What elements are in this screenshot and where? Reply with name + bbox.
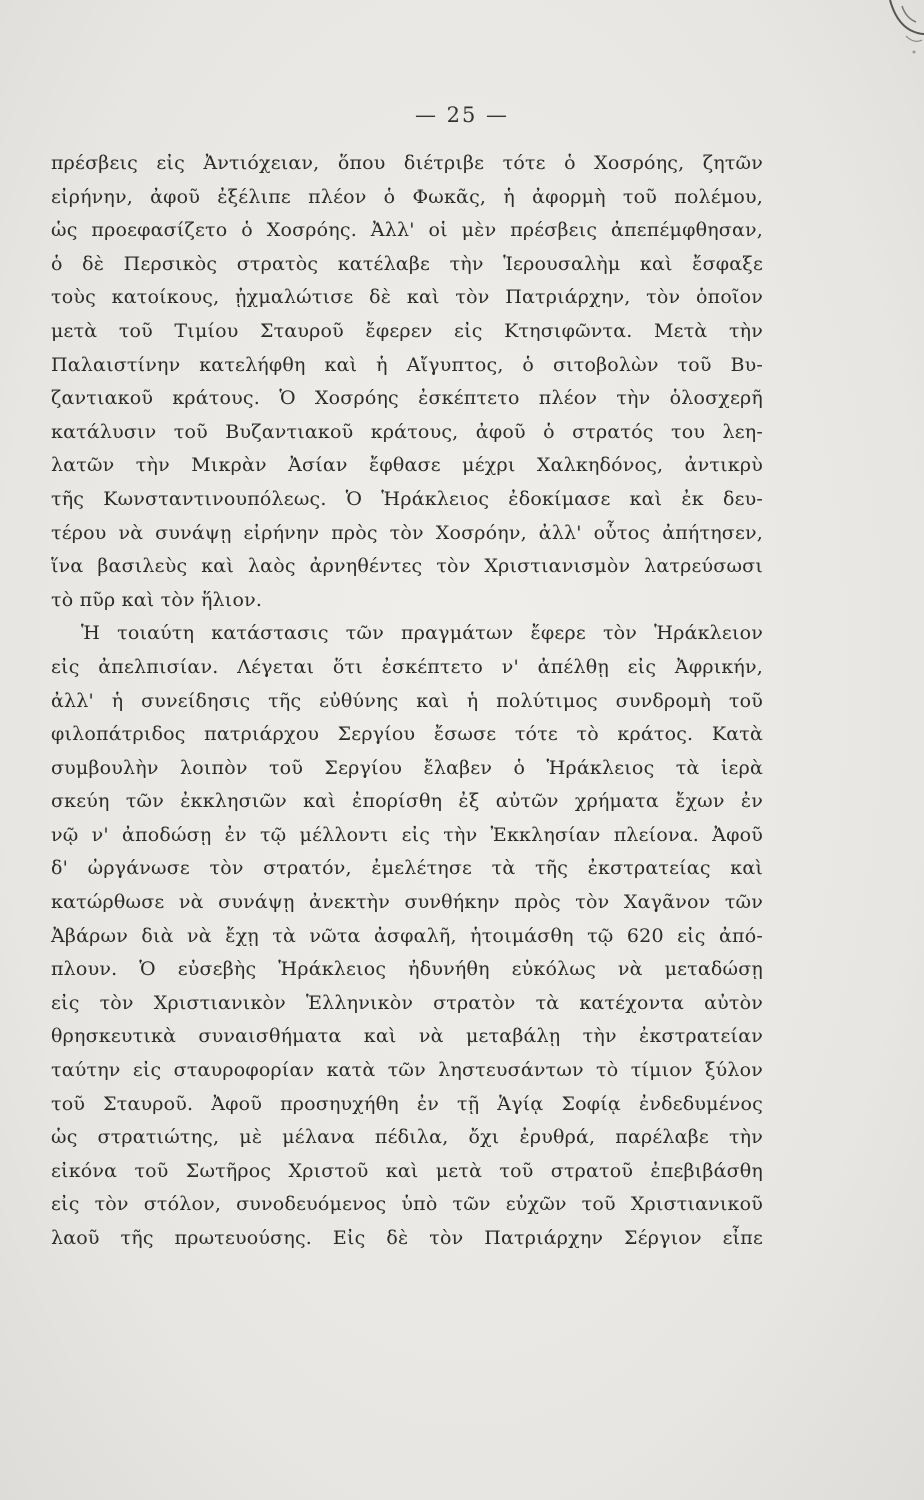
- text-line: δ' ὠργάνωσε τὸν στρατόν, ἐμελέτησε τὰ τῆς ἐκστρατείας καὶ: [51, 857, 763, 880]
- text-line: λαοῦ τῆς πρωτευούσης. Εἰς δὲ τὸν Πατριάρχην Σέργιον εἶπε: [51, 1227, 763, 1249]
- text-line: εἰκόνα τοῦ Σωτῆρος Χριστοῦ καὶ μετὰ τοῦ στρατοῦ ἐπεβιβάσθη: [51, 1159, 763, 1182]
- text-line: εἰς τὸν Χριστιανικὸν Ἑλληνικὸν στρατὸν τὰ κατέχοντα αὐτὸν: [51, 991, 763, 1014]
- text-line: μετὰ τοῦ Τιμίου Σταυροῦ ἔφερεν εἰς Κτησιφῶντα. Μετὰ τὴν: [51, 319, 763, 342]
- text-line: εἰς ἀπελπισίαν. Λέγεται ὅτι ἐσκέπτετο ν' ἀπέλθῃ εἰς Ἀφρικήν,: [51, 655, 763, 678]
- text-line: ἀλλ' ἡ συνείδησις τῆς εὐθύνης καὶ ἡ πολύτιμος συνδρομὴ τοῦ: [51, 689, 763, 712]
- text-line: πλουν. Ὁ εὐσεβὴς Ἡράκλειος ἠδυνήθη εὐκόλως νὰ μεταδώσῃ: [51, 958, 763, 981]
- text-line: τῆς Κωνσταντινουπόλεως. Ὁ Ἡράκλειος ἐδοκίμασε καὶ ἐκ δευ-: [51, 487, 763, 510]
- text-line: ὡς προεφασίζετο ὁ Χοσρόης. Ἀλλ' οἱ μὲν πρέσβεις ἀπεπέμφθησαν,: [51, 219, 763, 242]
- text-line: ὁ δὲ Περσικὸς στρατὸς κατέλαβε τὴν Ἱερουσαλὴμ καὶ ἔσφαξε: [51, 252, 763, 275]
- text-line: ἵνα βασιλεὺς καὶ λαὸς ἀρνηθέντες τὸν Χριστιανισμὸν λατρεύσωσι: [51, 555, 763, 578]
- text-line: τοὺς κατοίκους, ᾐχμαλώτισε δὲ καὶ τὸν Πατριάρχην, τὸν ὁποῖον: [51, 286, 763, 309]
- text-line: φιλοπάτριδος πατριάρχου Σεργίου ἔσωσε τότε τὸ κράτος. Κατὰ: [51, 723, 763, 746]
- text-line: πρέσβεις εἰς Ἀντιόχειαν, ὅπου διέτριβε τότε ὁ Χοσρόης, ζητῶν: [51, 152, 763, 174]
- text-line: συμβουλὴν λοιπὸν τοῦ Σεργίου ἔλαβεν ὁ Ἡράκλειος τὰ ἱερὰ: [51, 756, 763, 779]
- text-line: Ἀβάρων διὰ νὰ ἔχῃ τὰ νῶτα ἀσφαλῆ, ἡτοιμάσθη τῷ 620 εἰς ἀπό-: [51, 924, 763, 947]
- text-line: λατῶν τὴν Μικρὰν Ἀσίαν ἔφθασε μέχρι Χαλκηδόνος, ἀντικρὺ: [51, 454, 763, 477]
- text-line: τέρου νὰ συνάψῃ εἰρήνην πρὸς τὸν Χοσρόην, ἀλλ' οὗτος ἀπήτησεν,: [51, 521, 763, 544]
- text-line: ζαντιακοῦ κράτους. Ὁ Χοσρόης ἐσκέπτετο πλέον τὴν ὁλοσχερῆ: [51, 387, 763, 410]
- text-line: θρησκευτικὰ συναισθήματα καὶ νὰ μεταβάλῃ τὴν ἐκστρατείαν: [51, 1025, 763, 1048]
- text-line: εἰρήνην, ἀφοῦ ἐξέλιπε πλέον ὁ Φωκᾶς, ἡ ἀφορμὴ τοῦ πολέμου,: [51, 185, 763, 208]
- text-line: εἰς τὸν στόλον, συνοδευόμενος ὑπὸ τῶν εὐχῶν τοῦ Χριστιανικοῦ: [51, 1193, 763, 1216]
- corner-ink-mark: [844, 0, 924, 80]
- text-line: Ἡ τοιαύτη κατάστασις τῶν πραγμάτων ἔφερε τὸν Ἡράκλειον: [81, 622, 763, 645]
- text-line: νῷ ν' ἀποδώσῃ ἐν τῷ μέλλοντι εἰς τὴν Ἐκκλησίαν πλείονα. Ἀφοῦ: [51, 823, 763, 846]
- text-line: τοῦ Σταυροῦ. Ἀφοῦ προσηυχήθη ἐν τῇ Ἁγίᾳ Σοφίᾳ ἐνδεδυμένος: [51, 1092, 763, 1115]
- page-number: — 25 —: [414, 103, 510, 127]
- text-line: Παλαιστίνην κατελήφθη καὶ ἡ Αἴγυπτος, ὁ σιτοβολὼν τοῦ Βυ-: [51, 353, 763, 376]
- text-line: κατώρθωσε νὰ συνάψῃ ἀνεκτὴν συνθήκην πρὸς τὸν Χαγᾶνον τῶν: [51, 891, 763, 914]
- body-text: [51, 147, 763, 1256]
- text-line: τὸ πῦρ καὶ τὸν ἥλιον.: [51, 588, 263, 611]
- text-line: ὡς στρατιώτης, μὲ μέλανα πέδιλα, ὄχι ἐρυθρά, παρέλαβε τὴν: [51, 1126, 763, 1149]
- text-line: κατάλυσιν τοῦ Βυζαντιακοῦ κράτους, ἀφοῦ ὁ στρατός του λεη-: [51, 420, 763, 443]
- text-line: σκεύη τῶν ἐκκλησιῶν καὶ ἐπορίσθη ἐξ αὐτῶν χρήματα ἔχων ἐν: [51, 790, 763, 813]
- text-line: ταύτην εἰς σταυροφορίαν κατὰ τῶν ληστευσάντων τὸ τίμιον ξύλον: [51, 1059, 763, 1082]
